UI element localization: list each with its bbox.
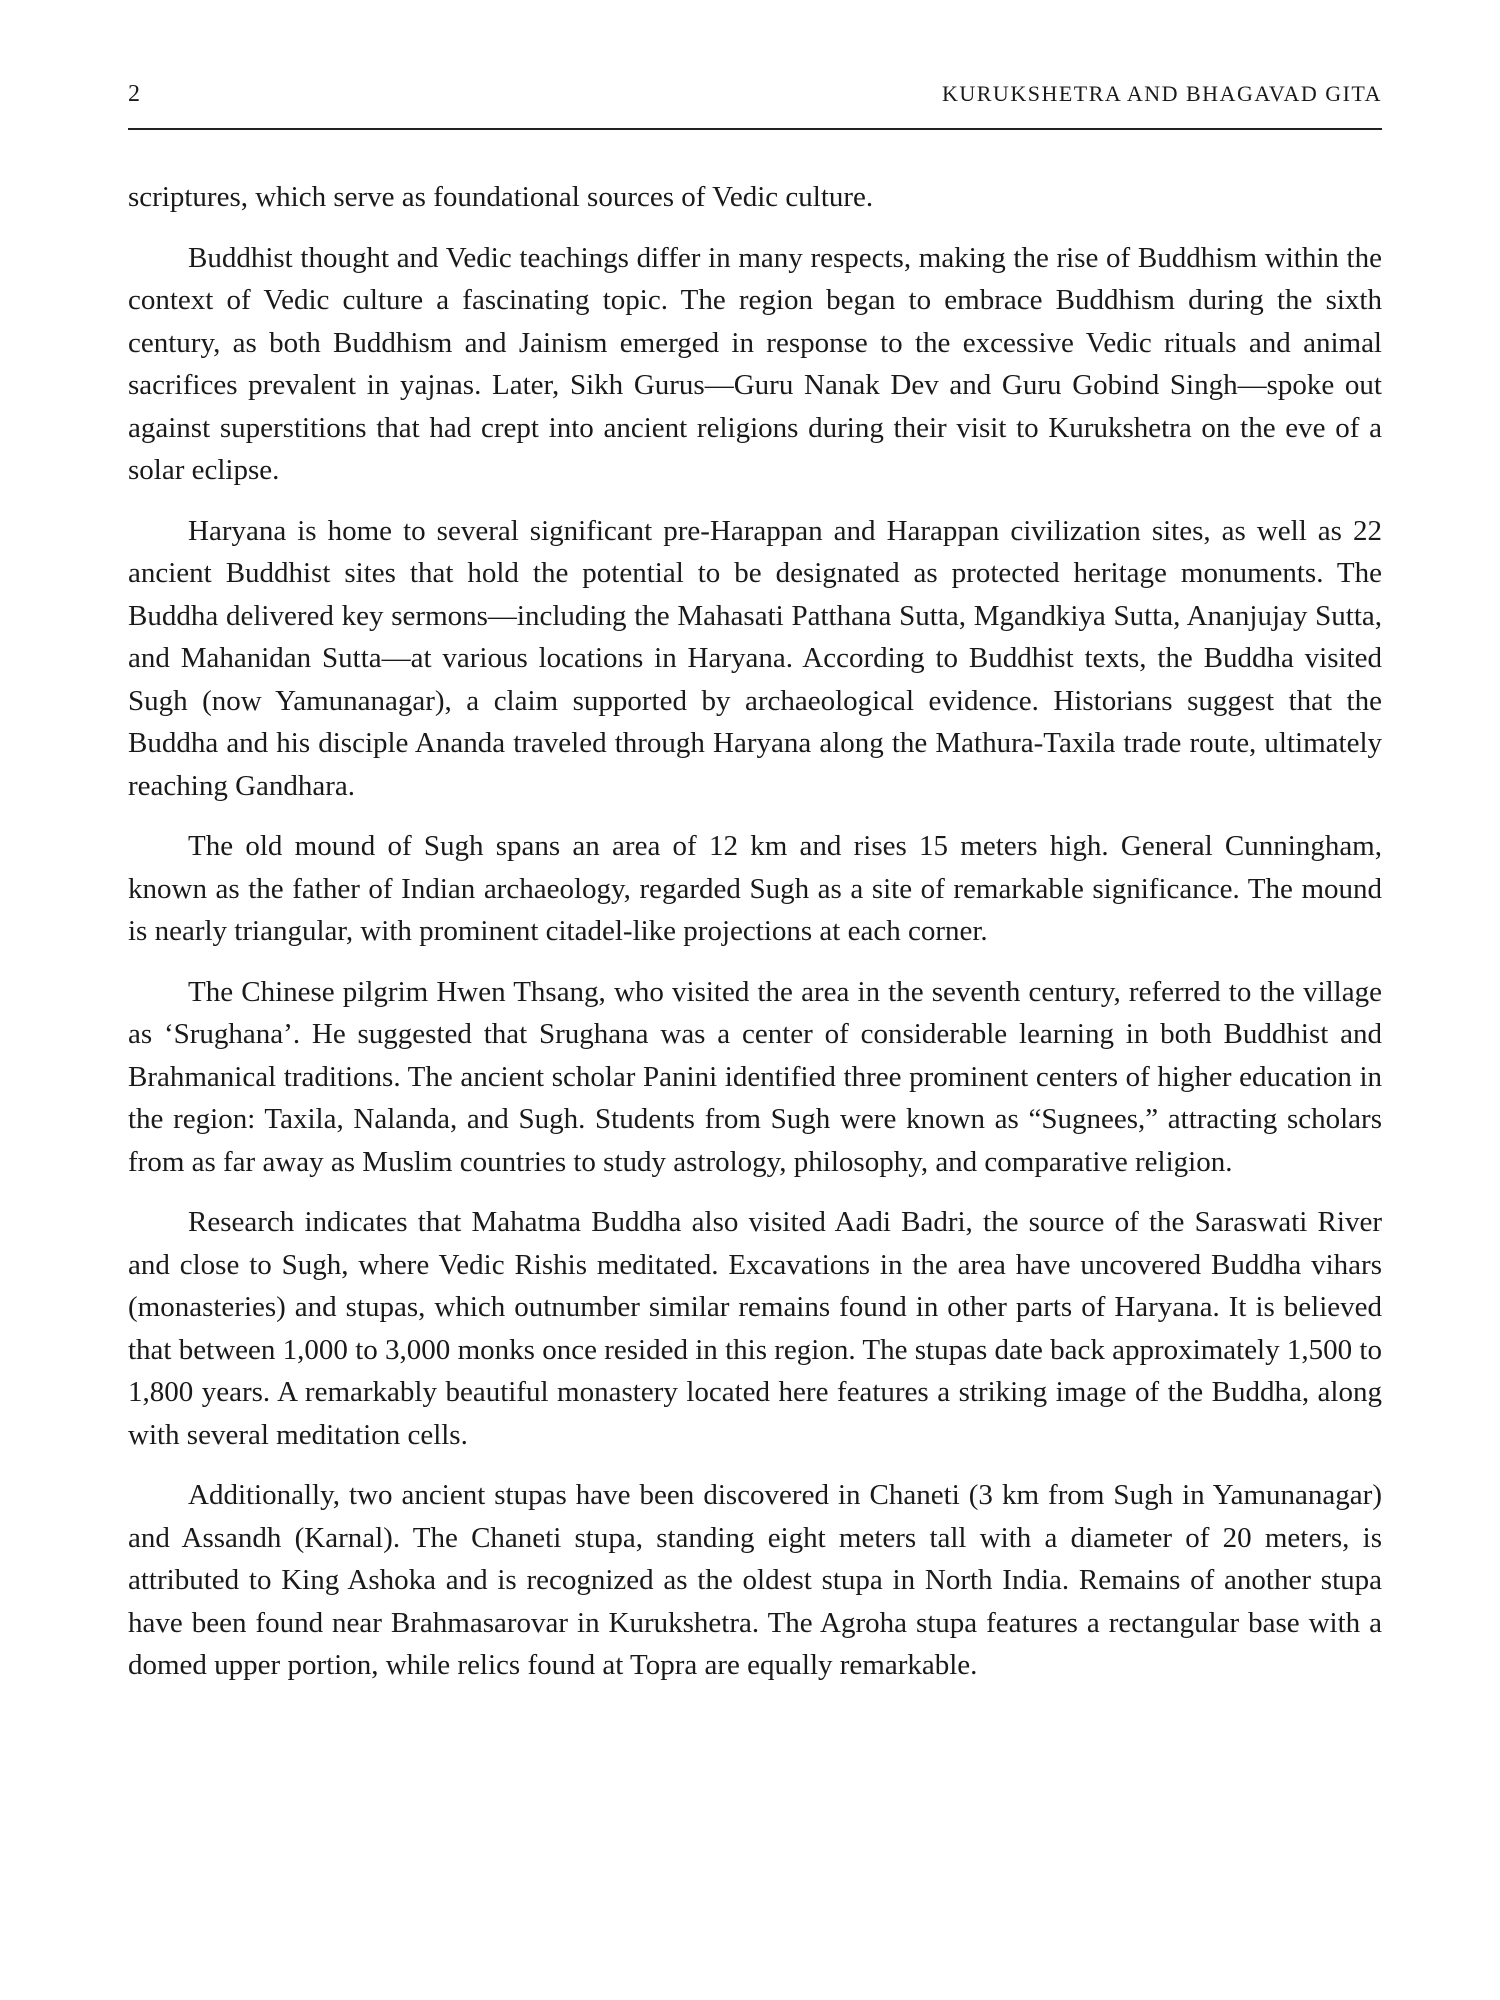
- running-title: KURUKSHETRA AND BHAGAVAD GITA: [941, 81, 1382, 106]
- paragraph-continuation: scriptures, which serve as foundational sources of Vedic culture.: [128, 181, 874, 213]
- page-header: [128, 78, 1382, 118]
- paragraph-buddhism-vedic: Buddhist thought and Vedic teachings differ in many respects, making the rise of Buddhism within the context of Vedic culture a fascinating topic. The region began to embrace Buddhism during the sixth century, as both Buddhism and Jainism emerged in response to the excessive Vedic rituals and animal sacrifices prevalent in yajnas. Later, Sikh Gurus—Guru Nanak Dev and Guru Gobind Singh—spoke out against superstitions that had crept into ancient religions during their visit to Kurukshetra on the eve of a solar eclipse.: [128, 241, 1382, 486]
- paragraph-stupas: Additionally, two ancient stupas have been discovered in Chaneti (3 km from Sugh in Yamunanagar) and Assandh (Karnal). The Chaneti stupa, standing eight meters tall with a diameter of 20 meters, is attributed to King Ashoka and is recognized as the oldest stupa in North India. Remains of another stupa have been found near Brahmasarovar in Kurukshetra. The Agroha stupa features a rectangular base with a domed upper portion, while relics found at Topra are equally remarkable.: [128, 1479, 1382, 1681]
- page-number: 2: [128, 81, 140, 107]
- paragraph-aadi-badri: Research indicates that Mahatma Buddha also visited Aadi Badri, the source of the Saraswati River and close to Sugh, where Vedic Rishis meditated. Excavations in the area have uncovered Buddha vihars (monasteries) and stupas, which outnumber similar remains found in other parts of Haryana. It is believed that between 1,000 to 3,000 monks once resided in this region. The stupas date back approximately 1,500 to 1,800 years. A remarkably beautiful monastery located here features a striking image of the Buddha, along with several meditation cells.: [128, 1206, 1382, 1451]
- header-divider: [128, 128, 1382, 130]
- paragraph-haryana-sites: Haryana is home to several significant pre-Harappan and Harappan civilization sites, as well as 22 ancient Buddhist sites that hold the potential to be designated as protected heritage monuments. The Buddha delivered key sermons—including the Mahasati Patthana Sutta, Mgandkiya Sutta, Ananjujay Sutta, and Mahanidan Sutta—at various locations in Haryana. According to Buddhist texts, the Buddha visited Sugh (now Yamunanagar), a claim supported by archaeological evidence. Historians suggest that the Buddha and his disciple Ananda traveled through Haryana along the Mathura-Taxila trade route, ultimately reaching Gandhara.: [128, 514, 1382, 802]
- paragraph-hwen-thsang: The Chinese pilgrim Hwen Thsang, who visited the area in the seventh century, referred to the village as ‘Srughana’. He suggested that Srughana was a center of considerable learning in both Buddhist and Brahmanical traditions. The ancient scholar Panini identified three prominent centers of higher education in the region: Taxila, Nalanda, and Sugh. Students from Sugh were known as “Sugnees,” attracting scholars from as far away as Muslim countries to study astrology, philosophy, and comparative religion.: [128, 975, 1382, 1178]
- paragraph-sugh-mound: The old mound of Sugh spans an area of 12 km and rises 15 meters high. General Cunningham, known as the father of Indian archaeology, regarded Sugh as a site of remarkable significance. The mound is nearly triangular, with prominent citadel-like projections at each corner.: [128, 830, 1382, 947]
- body-text: [128, 176, 1382, 1705]
